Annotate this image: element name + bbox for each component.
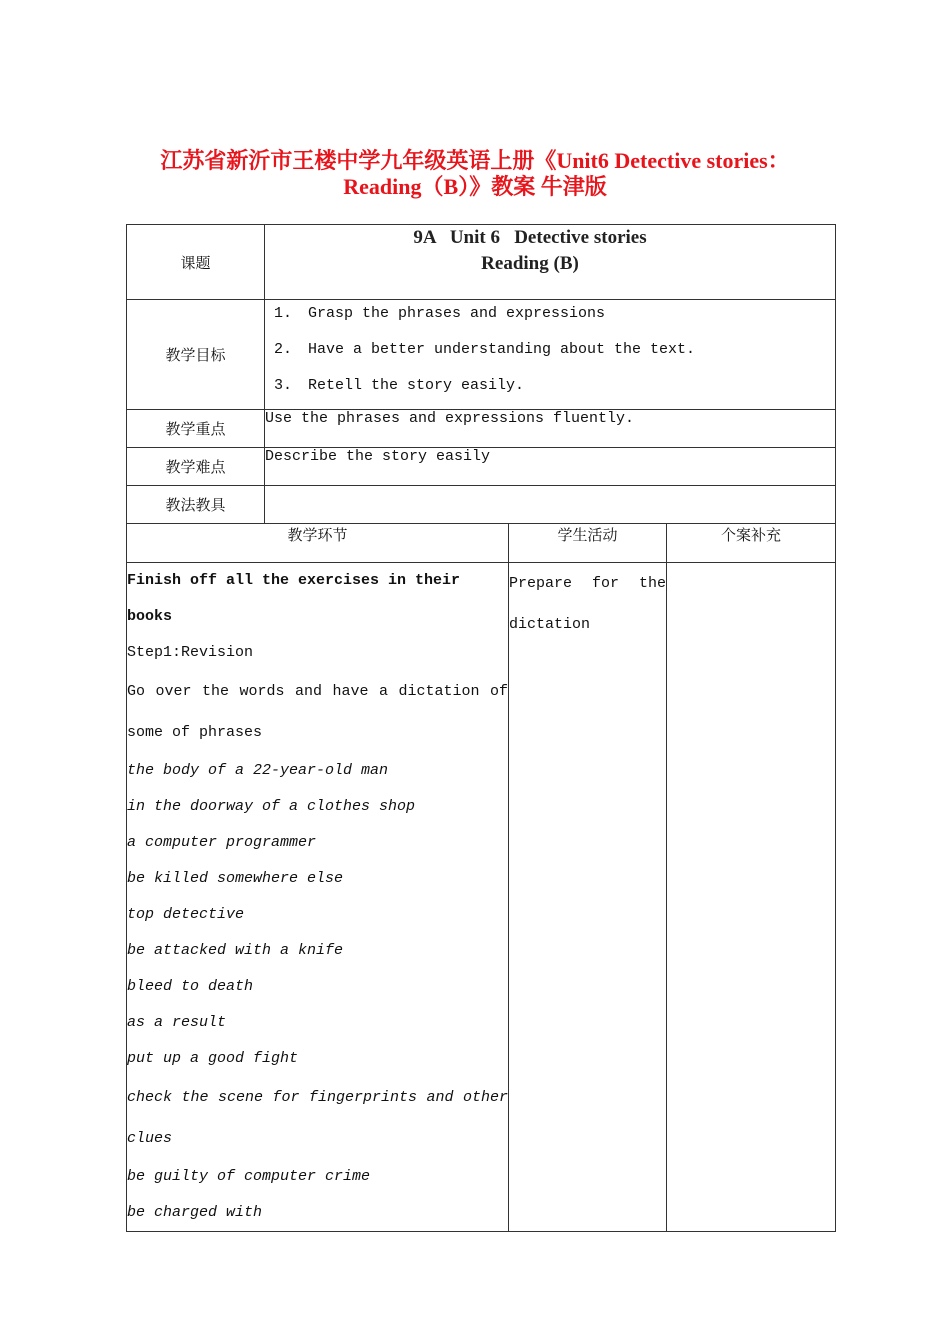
objectives-label: 教学目标 <box>127 300 265 410</box>
objective-item: 1. Grasp the phrases and expressions <box>274 305 606 322</box>
key-points-label: 教学重点 <box>127 410 265 448</box>
step-heading: Step1:Revision <box>127 644 254 661</box>
difficulties-label: 教学难点 <box>127 448 265 486</box>
objective-item: 2. Have a better understanding about the text. <box>274 341 696 358</box>
title-line-1: 江苏省新沂市王楼中学九年级英语上册《Unit6 Detective stories： <box>160 148 790 173</box>
column-header-row <box>127 524 836 563</box>
topic-value <box>265 225 836 300</box>
difficulties-row <box>127 448 836 486</box>
document-title <box>0 148 950 200</box>
phrase-item: the body of a 22-year-old man <box>127 762 389 779</box>
phrase-item: top detective <box>127 906 245 923</box>
topic-row <box>127 225 836 300</box>
notes-cell <box>667 563 836 1232</box>
phrase-item: a computer programmer <box>127 834 317 851</box>
phrase-item: be killed somewhere else <box>127 870 344 887</box>
phrase-item: be attacked with a knife <box>127 942 344 959</box>
objective-item: 3. Retell the story easily. <box>274 377 525 394</box>
phrase-item: be charged with <box>127 1204 263 1221</box>
topic-line-1: 9A Unit 6 Detective stories <box>413 227 647 248</box>
objectives-row <box>127 300 836 410</box>
topic-line-2: Reading (B) <box>481 253 579 274</box>
objectives-list <box>265 300 836 410</box>
methods-label: 教法教具 <box>127 486 265 524</box>
content-row <box>127 563 836 1232</box>
phrase-item: as a result <box>127 1014 227 1031</box>
teaching-steps <box>127 563 509 1232</box>
title-line-2: Reading（B）》教案 牛津版 <box>343 174 607 199</box>
phrase-item: be guilty of computer crime <box>127 1168 371 1185</box>
notes-column-header: 个案补充 <box>667 524 836 563</box>
difficulties-value: Describe the story easily <box>265 448 836 486</box>
student-activity: Prepare for the dictation <box>509 563 667 1232</box>
methods-row <box>127 486 836 524</box>
key-points-row <box>127 410 836 448</box>
topic-label: 课题 <box>127 225 265 300</box>
key-points-value: Use the phrases and expressions fluently. <box>265 410 836 448</box>
phrase-item: put up a good fight <box>127 1050 299 1067</box>
phrase-item: in the doorway of a clothes shop <box>127 798 416 815</box>
methods-value <box>265 486 836 524</box>
phrase-item: check the scene for fingerprints and other clues <box>127 1089 508 1147</box>
steps-column-header: 教学环节 <box>127 524 509 563</box>
phrase-item: bleed to death <box>127 978 254 995</box>
intro-line: Finish off all the exercises in their books <box>127 572 461 625</box>
lesson-plan-table <box>126 224 836 1232</box>
student-column-header: 学生活动 <box>509 524 667 563</box>
instruction-text: Go over the words and have a dictation of some of phrases <box>127 683 508 741</box>
